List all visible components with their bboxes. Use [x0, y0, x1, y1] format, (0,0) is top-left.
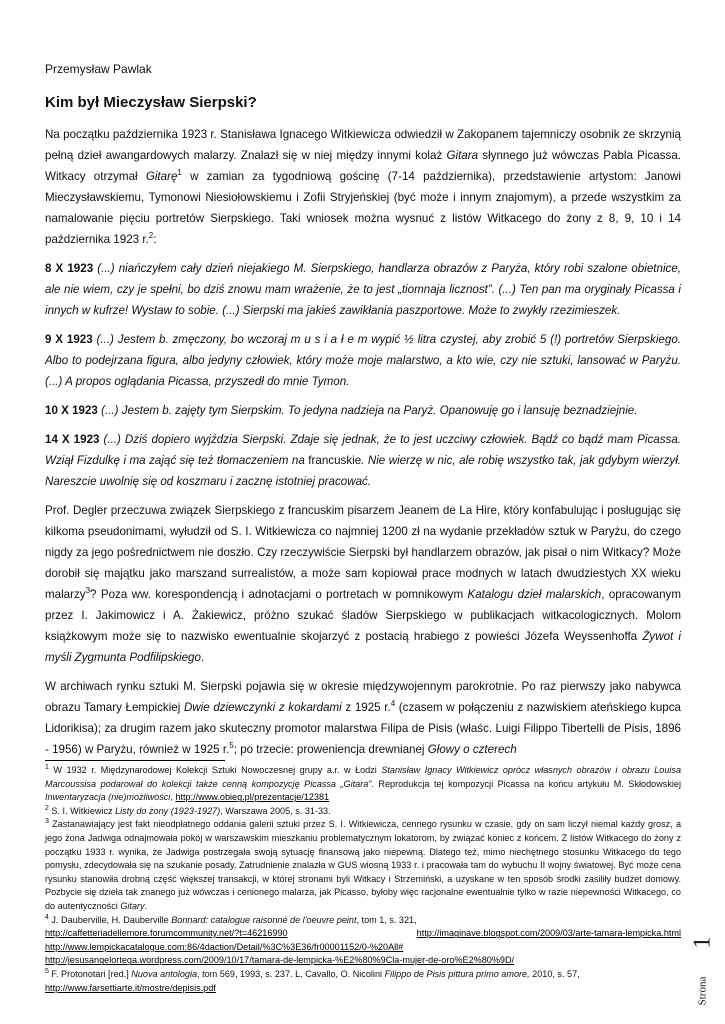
- footnote-text: . Reprodukcja tej kompozycji Picassa na końcu artykułu M. Skłodowskiej: [371, 778, 681, 789]
- footnote-5: [45, 968, 681, 995]
- footnote-4: [45, 914, 681, 928]
- footnote-text: S. I. Witkiewicz: [48, 805, 116, 816]
- footnote-link[interactable]: http://www.farsettiarte.it/mostre/depisis.pdf: [45, 982, 216, 993]
- footnote-4-links: [45, 927, 681, 941]
- paragraph-text: W archiwach rynku sztuki M. Sierpski pojawia się w okresie międzywojennym parokrotnie. Po raz pierwszy jako nabywca obrazu Tamary Łempickiej: [45, 680, 681, 714]
- footnote-italic: Inwentaryzacja (nie)możliwości: [45, 792, 171, 803]
- catalogue-title: Katalogu dzieł malarskich: [467, 588, 602, 601]
- letter-text: (...) niańczyłem cały dzień niejakiego M. Sierpskiego, handlarza obrazów z Paryża, który robi szalone obietnice, ale nie wiem, czy je spełni, bo dziś znowu mam wrażenie, że to jest „tiomnaja licznost”. (...) Ten pan ma oryginały Picassa i innych w kufrze! Wystaw to sobie. (...) Sierpski ma jakieś zawikłania paszportowe. Może to zwykły rzezimieszek.: [45, 262, 681, 317]
- footnote-text: , Warszawa 2005, s. 31-33.: [220, 805, 331, 816]
- letter-date: 10 X 1923: [45, 404, 98, 417]
- footnote-1: [45, 764, 681, 805]
- footnote-ref: 4: [390, 699, 396, 709]
- paragraph-text: ? Poza ww. korespondencją i adnotacjami o portretach w pomnikowym: [90, 588, 468, 601]
- article-body: [45, 124, 681, 768]
- footnote-2: [45, 805, 681, 819]
- footnote-text: W 1932 r. Międzynarodowej Kolekcji Sztuki Nowoczesnej grupy a.r. w Łodzi: [48, 765, 382, 775]
- footnote-3: [45, 818, 681, 913]
- footnote-italic: Filippo de Pisis pittura primo amore,: [384, 968, 530, 979]
- footnote-number: 1: [45, 763, 49, 771]
- footnote-italic: Listy do żony (1923-1927): [115, 805, 221, 816]
- intro-text: w zamian za tygodniową gościnę (7-14 października), przedstawienie artystom: Janowi Mieczysławskiemu, Tymonowi Niesiołowskiemu i Zofii Stryjeńskiej (być może i innym znajomym), a przede wszystkim za namalowanie pięciu portretów Sierpskiego. Taki wniosek można wysnuć z listów Witkacego do żony z 8, 9, 10 i 14 października 1923 r.: [45, 170, 681, 246]
- work-title-glowy: Głowy o czterech: [427, 743, 517, 756]
- footnote-ref: 5: [229, 741, 234, 751]
- footnote-text: 2010, s. 57,: [529, 968, 580, 979]
- work-title-gitare: Gitarę: [145, 170, 178, 183]
- footnote-4-link-row: [45, 954, 681, 968]
- footnote-text: ,: [170, 792, 176, 803]
- intro-text: :: [153, 233, 157, 246]
- paragraph-text: Prof. Degler przeczuwa związek Sierpskiego z francuskim pisarzem Jeanem de La Hire, który konfabulując i posługując się kilkoma pseudonimami, wyłudził od S. I. Witkiewicza co najmniej 1200 zł na wydanie przekładów sztuk w Paryżu, do czego nigdy za jego pośrednictwem nie doszło. Czy rzeczywiście Sierpski był handlarzem obrazów, jak pisał o nim Witkacy? Może dorobił się majątku jako marszand surrealistów, a może sam kopiował prace modnych w latach dwudziestych XX wieku malarzy: [45, 504, 681, 601]
- page-number-box: [689, 936, 722, 1015]
- letter-date: 14 X 1923: [45, 433, 100, 446]
- body-paragraph: [45, 676, 681, 760]
- letter-text: (...) Jestem b. zmęczony, bo wczoraj m u s i a ł e m wypić ½ litra czystej, aby zrobić 5 (!) portretów Sierpskiego. Albo to podejrzana figura, albo jedyny człowiek, który może moje malarstwo, a kto wie, czy nie sztuki, lansować w Paryżu. (...) A propos oglądania Picassa, przyszedł do mnie Tymon.: [45, 333, 681, 388]
- footnote-italic: Gitary: [120, 900, 145, 911]
- intro-text: Na początku października 1923 r. Stanisława Ignacego Witkiewicza odwiedził w Zakopanem tajemniczy osobnik ze skrzynią pełną dzieł awangardowych malarzy. Znalazł się w niej między innymi kolaż: [45, 128, 681, 162]
- footnote-link[interactable]: http://caffetteriadellemore.forumcommunity.net/?t=46216990: [45, 928, 288, 939]
- footnote-link[interactable]: http://jesusangelortega.wordpress.com/2009/10/17/tamara-de-lempicka-%E2%80%9Cla-mujer-de-oro%E2%80%9D/: [45, 955, 515, 966]
- letter-quote: [45, 400, 681, 421]
- letter-quote: [45, 329, 681, 392]
- footnote-ref: 2: [148, 231, 154, 241]
- footnote-link[interactable]: http://www.obieg.pl/prezentacje/12381: [175, 792, 330, 803]
- paragraph-text: , opracowanym przez I. Jakimowicz i A. Żakiewicz, próżno szukać śladów Sierpskiego w publikacjach witkacologicznych. Molom książkowym może się to nazwisko ewentualnie skojarzyć z postacią hrabiego z powieści Józefa Weyssenhoffa: [45, 588, 681, 643]
- footnote-link[interactable]: http://www.lempickacatalogue.com:86/4daction/Detail/%3C%3E36/fr00001152/0-%20All#: [45, 941, 404, 952]
- letter-date: 9 X 1923: [45, 333, 93, 346]
- footnote-number: 3: [45, 818, 49, 826]
- letter-text: . Nie wierzę w nic, ale robię wszystko tak, jak gdybym wierzył. Nareszcie uwolnię się od koszmaru i zacznę istotniej pracować.: [45, 454, 681, 488]
- intro-paragraph: [45, 124, 681, 250]
- paragraph-text: .: [200, 651, 205, 664]
- body-paragraph: [45, 500, 681, 668]
- footnote-ref: 3: [85, 586, 91, 596]
- paragraph-text: (czasem w połączeniu z nazwiskiem ateńskiego kupca Lidorikisa); za drugim razem jako skuteczny promotor malarstwa Filipa de Pisis (właśc. Luigi Filippo Tibertelli de Pisis, 1896 - 1956) w Paryżu, również w 1925 r.: [45, 701, 681, 756]
- page-number: 1: [689, 936, 716, 949]
- footnote-text: , tom 569, 1993, s. 237. L. Cavallo, O. Nicolini: [197, 968, 385, 979]
- work-title-gitara: Gitara: [446, 149, 479, 162]
- footnote-italic: Bonnard: catalogue raisonné de l'oeuvre peint: [171, 914, 357, 925]
- painting-title: Dwie dziewczynki z kokardami: [183, 701, 342, 714]
- author-name: Przemysław Pawlak: [45, 62, 152, 76]
- footnote-italic: Stanisław Ignacy Witkiewicz oprócz własnych obrazów i obrazu Louisa Marcoussisa podarował do kolekcji także cenną kompozycję Picassa „Gitara”: [45, 765, 681, 789]
- intro-text: słynnego już wówczas Pabla Picassa. Witkacy otrzymał: [45, 149, 681, 183]
- letter-date: 8 X 1923: [45, 262, 94, 275]
- book-title: Żywot i myśli Zygmunta Podfilipskiego: [45, 630, 681, 664]
- paragraph-text: ; po trzecie: proweniencja drewnianej: [233, 743, 428, 756]
- footnote-text: F. Protonotari [red.]: [48, 968, 132, 979]
- article-title: Kim był Mieczysław Sierpski?: [45, 94, 257, 111]
- footnote-text: , tom 1, s. 321,: [356, 914, 417, 925]
- footnote-text: .: [144, 900, 148, 911]
- letter-quote: [45, 258, 681, 321]
- letter-text-upright: francuskie: [308, 454, 362, 467]
- letter-text: (...) Jestem b. zajęty tym Sierpskim. To jedyna nadzieja na Paryż. Opanowuję go i lansuję beznadziejnie.: [97, 404, 638, 417]
- footnote-italic: Nuova antologia: [131, 968, 198, 979]
- footnotes: [45, 764, 681, 995]
- footnote-text: Zastanawiający jest fakt nieodpłatnego oddania galerii sztuki przez S. I. Witkiewicza, cennego rysunku w czasie, gdy on sam liczył niemal każdy grosz, a jego żona Jadwiga odnajmowała pokój w warszawskim mieszkaniu problematycznym lokatorom, by związać koniec z końcem. Z listów Witkacego do żony z początku 1933 r. wynika, że Jadwiga postrzegała swoją sytuację finansową jako niepewną. Dlatego też, mimo niechętnego stosunku Witkacego do tego pomysłu, zdecydowała się na szukanie posady. Zatrudnienie znalazła w GUS wiosną 1933 r. i pracowała tam do wybuchu II wojny światowej. Być może cena rysunku stanowiła drobną część większej transakcji, w której stronami byli Witkacy i Strzemiński, a uzyskane w ten sposób środki zasiliły budżet domowy. Pozbycie się dzieła tak znanego już wówczas i cenionego malarza, jak Picasso, byłoby więc racjonalne ewentualnie tylko w razie niepewności Witkacego, co do autentyczności: [45, 819, 681, 911]
- footnote-ref: 1: [177, 168, 182, 178]
- paragraph-text: z 1925 r.: [341, 701, 391, 714]
- footnote-number: 4: [45, 913, 49, 921]
- footnote-number: 5: [45, 967, 49, 975]
- letter-quote: [45, 429, 681, 492]
- footnote-number: 2: [45, 804, 49, 812]
- footnote-text: J. Dauberville, H. Dauberville: [48, 914, 172, 925]
- page-label: Strona: [696, 976, 709, 1006]
- footnote-divider: [45, 760, 225, 761]
- letter-text: (...) Dziś dopiero wyjździa Sierpski. Zdaje się jednak, że to jest uczciwy człowiek. Bądź co bądź mam Picassa. Wziął Fizdulkę i ma zająć się też tłomaczeniem na: [45, 433, 681, 467]
- footnote-link[interactable]: http://imaginave.blogspot.com/2009/03/arte-tamara-lempicka.html: [416, 928, 681, 939]
- footnote-4-link-row: [45, 941, 681, 955]
